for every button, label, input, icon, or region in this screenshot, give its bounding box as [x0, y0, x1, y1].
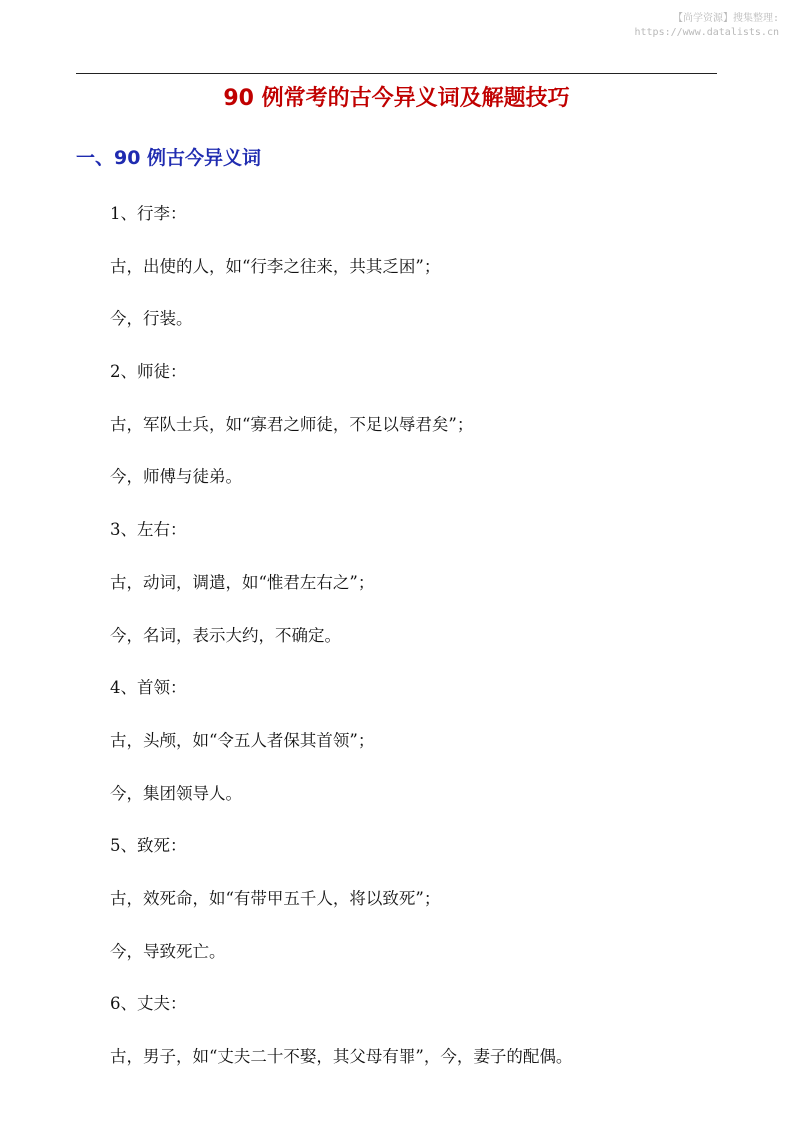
entry-modern-meaning: 今，集团领导人。 [110, 783, 242, 803]
entry-ancient-meaning: 古，效死命，如“有带甲五千人，将以致死”； [110, 888, 441, 908]
watermark [635, 12, 780, 40]
header-rule [76, 73, 717, 74]
entry-term: 1、行李： [110, 204, 187, 223]
entry-modern-meaning: 今，名词，表示大约，不确定。 [110, 625, 341, 645]
document-title: 90 例常考的古今异义词及解题技巧 [223, 86, 570, 111]
entry-term: 3、左右： [110, 520, 187, 540]
entry-ancient-meaning: 古，头颅，如“令五人者保其首领”； [110, 730, 375, 750]
entry-modern-meaning: 今，导致死亡。 [110, 941, 226, 961]
section-heading: 一、90 例古今异义词 [76, 147, 262, 169]
entry-term: 4、首领： [110, 678, 187, 698]
entry-ancient-meaning: 古，军队士兵，如“寡君之师徒，不足以辱君矣”； [110, 414, 474, 434]
entry-term: 6、丈夫： [110, 994, 187, 1014]
watermark-source: 【尚学资源】搜集整理: [672, 13, 779, 24]
entry-term: 2、师徒： [110, 362, 187, 382]
entry-ancient-meaning: 古，动词，调遣，如“惟君左右之”； [110, 572, 375, 592]
entry-modern-meaning: 今，行装。 [110, 309, 193, 329]
entry-ancient-meaning: 古，出使的人，如“行李之往来，共其乏困”； [110, 256, 441, 276]
watermark-url: https://www.datalists.cn [634, 27, 779, 38]
entry-modern-meaning: 今，师傅与徒弟。 [110, 467, 242, 487]
entry-term: 5、致死： [110, 836, 187, 856]
entry-ancient-meaning: 古，男子，如“丈夫二十不娶，其父母有罪”，今，妻子的配偶。 [110, 1047, 573, 1066]
entry-list [110, 196, 710, 1092]
